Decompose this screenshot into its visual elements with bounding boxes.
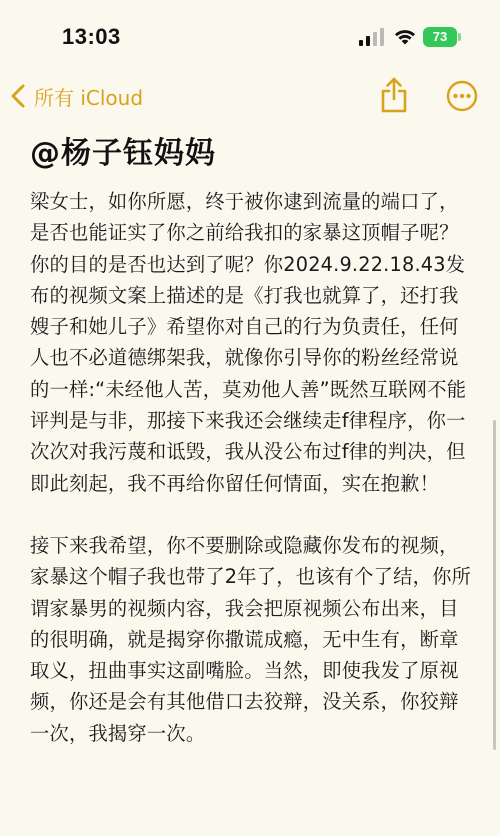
nav-bar [0,72,500,122]
battery-tip [458,33,461,41]
paragraph-spacer [30,499,475,530]
share-icon[interactable] [378,76,410,114]
note-paragraph-2: 接下来我希望，你不要删除或隐藏你发布的视频，家暴这个帽子我也带了2年了，也该有个了结，你所谓家暴男的视频内容，我会把原视频公布出来，目的很明确，就是揭穿你撒谎成瘾，无中生有，断章取义，扭曲事实这副嘴脸。当然，即使我发了原视频，你还是会有其他借口去狡辩，没关系，你狡辩一次，我揭穿一次。 [30,533,472,745]
battery-level: 73 [423,27,457,47]
status-bar [0,0,500,70]
scroll-indicator[interactable] [493,420,496,750]
status-time: 13:03 [62,24,121,49]
note-body[interactable] [30,122,475,749]
back-button-label: 所有 iCloud [34,85,144,110]
battery-indicator [423,27,463,47]
chevron-left-icon [8,83,30,109]
wifi-icon [392,26,418,46]
note-paragraph-1: 梁女士，如你所愿，终于被你逮到流量的端口了，是否也能证实了你之前给我扣的家暴这顶帽子呢？你的目的是否也达到了呢？你2024.9.22.18.43发布的视频文案上描述的是《打我也就算了，还打我嫂子和她儿子》希望你对自己的行为负责任，任何人也不必道德绑架我，就像你引导你的粉丝经常说的一样:“未经他人苦，莫劝他人善”既然互联网不能评判是与非，那接下来我还会继续走f律程序，你一次次对我污蔑和诋毁，我从没公布过f律的判决，但即此刻起，我不再给你留任何情面，实在抱歉！ [30,190,467,495]
back-button[interactable] [8,78,143,114]
cellular-signal-icon [358,28,384,46]
ellipsis-circle-icon[interactable] [446,80,478,112]
note-title: @杨子钰妈妈 [30,136,216,171]
